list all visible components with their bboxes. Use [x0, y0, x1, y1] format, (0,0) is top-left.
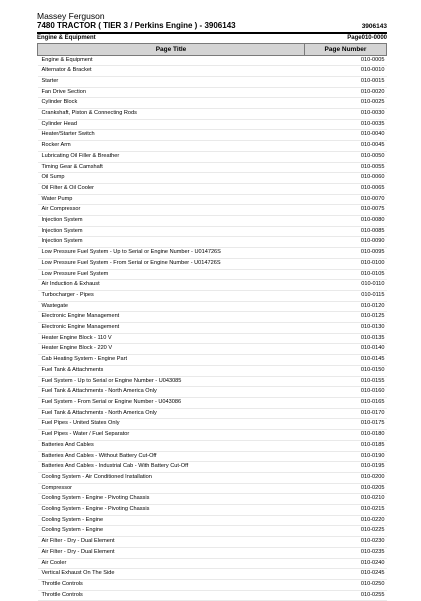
model-title: 7480 TRACTOR ( TIER 3 / Perkins Engine ) - 3906143: [37, 21, 236, 31]
table-header-row: [38, 43, 387, 55]
page-title-cell[interactable]: Fuel Tank & Attachments - North America Only: [38, 387, 305, 398]
page-title-cell[interactable]: Low Pressure Fuel System: [38, 269, 305, 280]
page-number-cell: 010-0080: [305, 216, 387, 227]
table-row[interactable]: [38, 333, 387, 344]
page-title-cell[interactable]: Oil Sump: [38, 173, 305, 184]
table-row[interactable]: [38, 151, 387, 162]
table-row[interactable]: [38, 323, 387, 334]
table-row[interactable]: [38, 472, 387, 483]
page-number-cell: 010-0160: [305, 387, 387, 398]
table-row[interactable]: [38, 194, 387, 205]
page-title-cell[interactable]: Heater Engine Block - 110 V: [38, 333, 305, 344]
page-number-cell: 010-0125: [305, 312, 387, 323]
table-row[interactable]: [38, 290, 387, 301]
page-title-cell[interactable]: Timing Gear & Camshaft: [38, 162, 305, 173]
page-title-cell[interactable]: Fuel Pipes - United States Only: [38, 419, 305, 430]
page-number-cell: 010-0220: [305, 515, 387, 526]
page-number-cell: 010-0085: [305, 226, 387, 237]
page-title-cell[interactable]: Throttle Controls: [38, 590, 305, 601]
table-row[interactable]: [38, 280, 387, 291]
table-row[interactable]: [38, 183, 387, 194]
table-row[interactable]: [38, 312, 387, 323]
table-row[interactable]: [38, 398, 387, 409]
page-number-cell: 010-0055: [305, 162, 387, 173]
page-number-cell: 010-0185: [305, 440, 387, 451]
table-row[interactable]: [38, 301, 387, 312]
page-number-cell: 010-0120: [305, 301, 387, 312]
page-number-cell: 010-0105: [305, 269, 387, 280]
table-row[interactable]: [38, 547, 387, 558]
table-row[interactable]: [38, 226, 387, 237]
page-number-cell: 010-0135: [305, 333, 387, 344]
table-row[interactable]: [38, 173, 387, 184]
page-number-cell: 010-0115: [305, 290, 387, 301]
page-number-cell: 010-0250: [305, 579, 387, 590]
model-number: 3906143: [362, 22, 387, 32]
page-title-cell[interactable]: Cooling System - Engine - Pivoting Chassis: [38, 505, 305, 516]
page-title-cell[interactable]: Fuel Tank & Attachments - North America Only: [38, 408, 305, 419]
table-row[interactable]: [38, 526, 387, 537]
page-title-cell[interactable]: Turbocharger - Pipes: [38, 290, 305, 301]
page-title-cell[interactable]: Cooling System - Engine: [38, 515, 305, 526]
page-title-cell[interactable]: Cab Heating System - Engine Part: [38, 355, 305, 366]
page-title-cell[interactable]: Throttle Controls: [38, 579, 305, 590]
page-number-cell: 010-0100: [305, 258, 387, 269]
page-title-cell[interactable]: Heater Engine Block - 220 V: [38, 344, 305, 355]
page-title-cell[interactable]: Alternator & Bracket: [38, 66, 305, 77]
table-row[interactable]: [38, 558, 387, 569]
page-number-cell: 010-0180: [305, 430, 387, 441]
page-title-cell[interactable]: Fan Drive Section: [38, 87, 305, 98]
page-title-cell[interactable]: Low Pressure Fuel System - From Serial or Engine Number - U014726S: [38, 258, 305, 269]
page-title-cell[interactable]: Cylinder Block: [38, 98, 305, 109]
table-row[interactable]: [38, 344, 387, 355]
table-row[interactable]: [38, 494, 387, 505]
page-title-cell[interactable]: Fuel System - Up to Serial or Engine Number - U043085: [38, 376, 305, 387]
page-number-cell: 010-0215: [305, 505, 387, 516]
page-title-cell[interactable]: Air Filter - Dry - Dual Element: [38, 547, 305, 558]
page-number-cell: 010-0040: [305, 130, 387, 141]
page-number-cell: 010-0245: [305, 569, 387, 580]
page-title-cell[interactable]: Fuel System - From Serial or Engine Number - U043086: [38, 398, 305, 409]
table-row[interactable]: [38, 130, 387, 141]
page-title-cell[interactable]: Cooling System - Engine - Pivoting Chassis: [38, 494, 305, 505]
page-number-cell: 010-0130: [305, 323, 387, 334]
table-row[interactable]: [38, 355, 387, 366]
model-header: [37, 21, 387, 32]
page-title-cell[interactable]: Injection System: [38, 237, 305, 248]
page-number-cell: 010-0170: [305, 408, 387, 419]
table-row[interactable]: [38, 537, 387, 548]
table-row[interactable]: [38, 483, 387, 494]
page-number-cell: 010-0230: [305, 537, 387, 548]
page-title-cell[interactable]: Batteries And Cables: [38, 440, 305, 451]
table-row[interactable]: [38, 462, 387, 473]
page-number-cell: 010-0200: [305, 472, 387, 483]
page-number-cell: 010-0155: [305, 376, 387, 387]
page-title-cell[interactable]: Fuel Tank & Attachments: [38, 365, 305, 376]
page-number-cell: 010-0205: [305, 483, 387, 494]
page-number-cell: 010-0210: [305, 494, 387, 505]
document-page: [37, 11, 387, 601]
page-title-cell[interactable]: Air Cooler: [38, 558, 305, 569]
page-number-cell: 010-0140: [305, 344, 387, 355]
page-title-cell[interactable]: Water Pump: [38, 194, 305, 205]
table-row[interactable]: [38, 205, 387, 216]
page-title-cell[interactable]: Batteries And Cables - Without Battery Cut-Off: [38, 451, 305, 462]
table-row[interactable]: [38, 162, 387, 173]
table-row[interactable]: [38, 440, 387, 451]
page-title-cell[interactable]: Engine & Equipment: [38, 55, 305, 66]
table-row[interactable]: [38, 119, 387, 130]
table-row[interactable]: [38, 419, 387, 430]
page-number-cell: 010-0110: [305, 280, 387, 291]
table-row[interactable]: [38, 579, 387, 590]
page-number-cell: 010-0090: [305, 237, 387, 248]
page-title-cell[interactable]: Injection System: [38, 216, 305, 227]
column-header-title: Page Title: [38, 43, 305, 55]
table-row[interactable]: [38, 387, 387, 398]
page-number-cell: 010-0150: [305, 365, 387, 376]
table-row[interactable]: [38, 141, 387, 152]
column-header-number: Page Number: [305, 43, 387, 55]
page-title-cell[interactable]: Heater/Starter Switch: [38, 130, 305, 141]
page-number-cell: 010-0015: [305, 76, 387, 87]
table-row[interactable]: [38, 269, 387, 280]
page-title-cell[interactable]: Air Compressor: [38, 205, 305, 216]
brand-title: Massey Ferguson: [37, 11, 387, 21]
page-title-cell[interactable]: Injection System: [38, 226, 305, 237]
page-title-cell[interactable]: Electronic Engine Management: [38, 323, 305, 334]
page-title-cell[interactable]: Wastegate: [38, 301, 305, 312]
table-row[interactable]: [38, 515, 387, 526]
page-title-cell[interactable]: Cooling System - Air Conditioned Installation: [38, 472, 305, 483]
page-number-cell: 010-0050: [305, 151, 387, 162]
table-row[interactable]: [38, 216, 387, 227]
page-title-cell[interactable]: Cylinder Head: [38, 119, 305, 130]
table-row[interactable]: [38, 569, 387, 580]
page-number-cell: 010-0255: [305, 590, 387, 601]
page-number-cell: 010-0225: [305, 526, 387, 537]
page-number-cell: 010-0240: [305, 558, 387, 569]
page-number-cell: 010-0175: [305, 419, 387, 430]
page-title-cell[interactable]: Rocker Arm: [38, 141, 305, 152]
page-reference: Page010-0000: [347, 34, 387, 42]
page-number-cell: 010-0005: [305, 55, 387, 66]
table-row[interactable]: [38, 237, 387, 248]
section-title: Engine & Equipment: [37, 34, 96, 42]
table-row[interactable]: [38, 451, 387, 462]
page-title-cell[interactable]: Starter: [38, 76, 305, 87]
page-title-cell[interactable]: Oil Filter & Oil Cooler: [38, 183, 305, 194]
page-title-cell[interactable]: Batteries And Cables - Industrial Cab - With Battery Cut-Off: [38, 462, 305, 473]
page-number-cell: 010-0190: [305, 451, 387, 462]
section-header: [37, 34, 387, 42]
page-title-cell[interactable]: Lubricating Oil Filler & Breather: [38, 151, 305, 162]
table-row[interactable]: [38, 376, 387, 387]
page-number-cell: 010-0065: [305, 183, 387, 194]
table-row[interactable]: [38, 98, 387, 109]
table-row[interactable]: [38, 408, 387, 419]
page-number-cell: 010-0045: [305, 141, 387, 152]
page-title-cell[interactable]: Air Filter - Dry - Dual Element: [38, 537, 305, 548]
table-row[interactable]: [38, 505, 387, 516]
page-number-cell: 010-0035: [305, 119, 387, 130]
page-title-cell[interactable]: Crankshaft, Piston & Connecting Rods: [38, 109, 305, 120]
page-number-cell: 010-0145: [305, 355, 387, 366]
table-row[interactable]: [38, 76, 387, 87]
table-body: [38, 55, 387, 601]
table-row[interactable]: [38, 430, 387, 441]
table-row[interactable]: [38, 109, 387, 120]
page-number-cell: 010-0020: [305, 87, 387, 98]
page-number-cell: 010-0095: [305, 248, 387, 259]
page-number-cell: 010-0070: [305, 194, 387, 205]
page-number-cell: 010-0165: [305, 398, 387, 409]
page-title-cell[interactable]: Electronic Engine Management: [38, 312, 305, 323]
page-number-cell: 010-0060: [305, 173, 387, 184]
table-row[interactable]: [38, 365, 387, 376]
page-number-cell: 010-0195: [305, 462, 387, 473]
page-title-cell[interactable]: Fuel Pipes - Water / Fuel Separator: [38, 430, 305, 441]
page-number-cell: 010-0025: [305, 98, 387, 109]
table-row[interactable]: [38, 248, 387, 259]
page-number-cell: 010-0030: [305, 109, 387, 120]
page-title-cell[interactable]: Vertical Exhaust On The Side: [38, 569, 305, 580]
page-number-cell: 010-0235: [305, 547, 387, 558]
page-number-cell: 010-0075: [305, 205, 387, 216]
table-row[interactable]: [38, 66, 387, 77]
page-title-cell[interactable]: Low Pressure Fuel System - Up to Serial or Engine Number - U014726S: [38, 248, 305, 259]
page-number-cell: 010-0010: [305, 66, 387, 77]
table-row[interactable]: [38, 258, 387, 269]
page-title-cell[interactable]: Air Induction & Exhaust: [38, 280, 305, 291]
page-title-cell[interactable]: Cooling System - Engine: [38, 526, 305, 537]
table-row[interactable]: [38, 55, 387, 66]
page-title-cell[interactable]: Compressor: [38, 483, 305, 494]
table-row[interactable]: [38, 87, 387, 98]
contents-table: [37, 43, 387, 601]
